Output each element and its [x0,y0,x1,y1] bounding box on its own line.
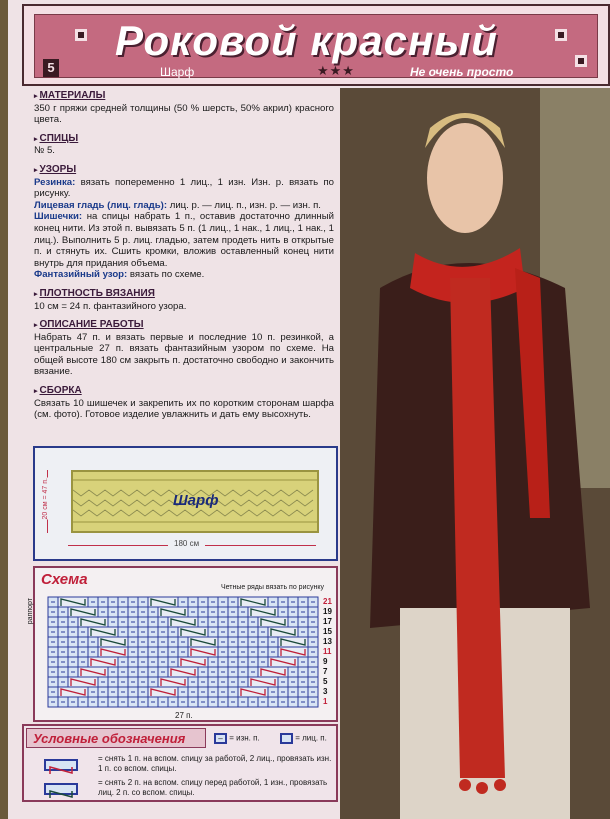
chart-note: Четные ряды вязать по рисунку [220,584,324,591]
row-number: 13 [323,637,332,646]
height-label: 20 см = 47 п. [42,478,49,520]
instructions [34,90,334,421]
legend-cable2: = снять 2 п. на вспом. спицу перед работой, 1 изн., провязать лиц. 2 п. со вспом. спицы. [98,778,328,797]
scarf-label: Шарф [173,492,219,509]
difficulty: Не очень просто [410,65,514,79]
row-number: 21 [323,597,332,606]
legend-knit [280,733,327,744]
legend-cable1: = снять 1 п. на вспом. спицу за работой, 2 лиц., провязать изн. 1 п. со вспом. спицы. [98,754,332,773]
row-number: 5 [323,677,328,686]
knitting-chart [27,566,338,722]
page-edge [0,0,8,819]
ornament [555,29,567,41]
category: Шарф [160,65,195,79]
description-text: Набрать 47 п. и вязать первые и последние 10 п. резинкой, а центральные 27 п. вязать фантазийным узором по схеме. На общей высоте 180 см закрыть п. достаточно свободно и закончить вязание. [34,331,334,378]
heading: ▸ СБОРКА [34,385,334,398]
cable-right-symbol-icon [44,783,78,795]
title-band [34,14,598,78]
row-number: 19 [323,607,332,616]
text: лиц. р. — лиц. п., изн. р. — изн. п. [167,199,321,211]
text: = изн. п. [229,733,260,743]
scarf-schematic [33,446,338,561]
label: Шишечки: [34,211,83,223]
row-number: 17 [323,617,332,626]
legend [22,724,338,802]
row-number: 3 [323,687,328,696]
label: Лицевая гладь (лиц. гладь): [34,199,168,211]
stockinette-text [34,200,334,212]
fancy-text [34,269,334,281]
legend-purl [214,733,260,744]
page-number: 5 [43,59,59,77]
row-number: 1 [323,697,328,706]
heading: ▸ ПЛОТНОСТЬ ВЯЗАНИЯ [34,288,334,301]
needles-text: № 5. [34,145,55,157]
zigzag-line [73,510,313,516]
repeat-label: раппорт [27,598,34,625]
materials-text: 350 г пряжи средней толщины (50 % шерсть, 50% акрил) красного цвета. [34,102,334,126]
row-number: 15 [323,627,332,636]
ornament [75,29,87,41]
assembly-text: Связать 10 шишечек и закрепить их по коротким сторонам шарфа (см. фото). Готовое изделие увлажнить и дать ему высохнуть. [34,397,334,421]
text: вязать попеременно 1 лиц., 1 изн. Изн. р. вязать по рисунку. [34,176,334,200]
width-label: 27 п. [175,711,193,720]
knit-symbol-icon [280,733,293,744]
label: Резинка: [34,176,76,188]
cable-left-symbol-icon [44,759,78,771]
row-number: 9 [323,657,328,666]
rating-stars: ★★★ [317,63,355,78]
scarf-shape [71,470,319,533]
width-dimension [68,539,316,548]
text: = лиц. п. [295,733,327,743]
heading: ▸ ОПИСАНИЕ РАБОТЫ [34,319,334,332]
gauge-text: 10 см = 24 п. фантазийного узора. [34,300,187,312]
text: на спицы набрать 1 п., оставив достаточно длинный конец нити. Из этой п. вывязать 5 п. (1 лиц., 1 нак., 1 лиц., 1 нак., 1 лиц.). Выполнить 5 р. лиц. гладью, затем продеть нить в открытые п. и стянуть их. Сшить кромки, вложив оставленный конец нити внутрь для придания объема. [34,211,334,269]
bobble-text [34,211,334,269]
chart-cells [47,596,319,708]
text: вязать по схеме. [127,269,205,281]
rib-text [34,177,334,200]
row-number: 7 [323,667,328,676]
legend-title: Условные обозначения [26,728,206,748]
model-photo [340,88,610,819]
ornament [575,55,587,67]
page-title: Роковой красный [115,17,498,64]
heading: ▸ УЗОРЫ [34,164,334,177]
chart-title: Схема [41,571,88,588]
height-dimension [42,470,49,533]
photo-illustration [340,88,610,819]
heading: ▸ МАТЕРИАЛЫ [34,90,334,103]
chart-grid [47,596,337,710]
header [22,4,610,86]
purl-symbol-icon: – [214,733,227,744]
label: Фантазийный узор: [34,269,128,281]
row-number: 11 [323,647,332,656]
width-label: 180 см [168,539,205,548]
heading: ▸ СПИЦЫ [34,133,334,146]
